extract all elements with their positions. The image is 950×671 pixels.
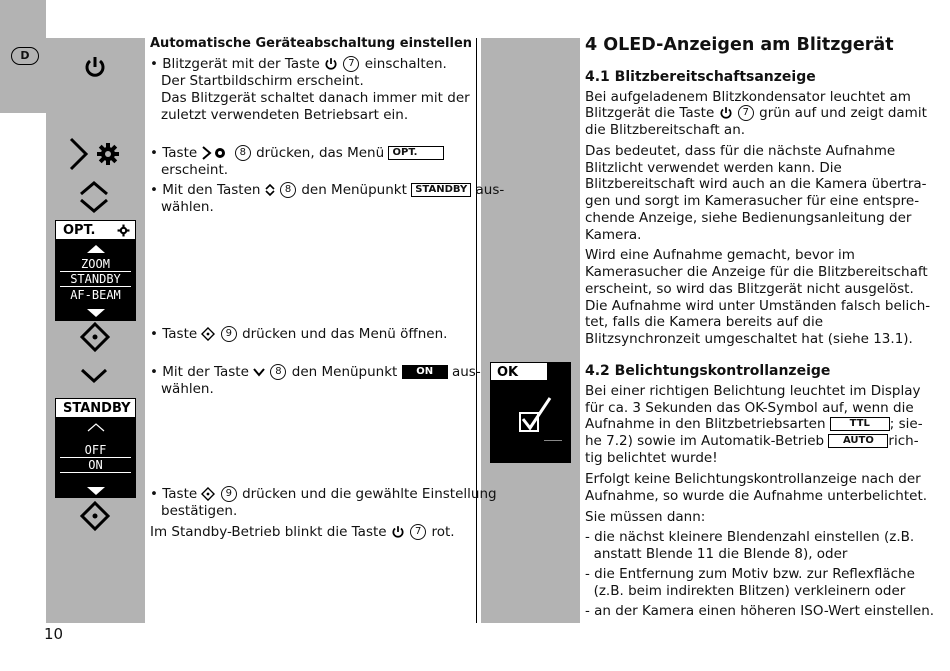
- lcd-title: OK: [490, 362, 548, 381]
- ref-number: 7: [738, 105, 754, 121]
- bullet-power-on: • Blitzgerät mit der Taste 7 einschalten.: [150, 56, 447, 72]
- chevron-down-icon: [80, 368, 108, 384]
- ref-number: 7: [343, 56, 359, 72]
- lcd-title: STANDBY: [55, 398, 136, 418]
- ref-number: 8: [270, 364, 286, 380]
- text-line: Wird eine Aufnahme gemacht, bevor im: [585, 247, 855, 263]
- text-line: Kamera.: [585, 227, 642, 243]
- up-down-chevron-icon: [78, 180, 110, 214]
- standby-note: Im Standby-Betrieb blinkt die Taste 7 rot.: [150, 524, 455, 540]
- ref-number: 8: [235, 145, 251, 161]
- ref-number: 9: [221, 486, 237, 502]
- text-line: Sie müssen dann:: [585, 509, 706, 525]
- lcd-arrow-up-icon: [87, 423, 105, 432]
- text-line: Kamerasucher die Anzeige für die Blitzbereitschaft: [585, 264, 928, 280]
- text-line: Das bedeutet, dass für die nächste Aufnahme: [585, 143, 896, 159]
- chevron-gear-icon: [201, 145, 229, 161]
- lcd-arrow-up-icon: [87, 245, 105, 253]
- text-line: zuletzt verwendeten Betriebsart ein.: [161, 107, 409, 123]
- dash-item: - die nächst kleinere Blendenzahl einstellen (z.B.: [585, 529, 915, 545]
- text-line: Die Aufnahme wird unter Umständen falsch belich-: [585, 298, 931, 314]
- middle-icon-column: [481, 38, 580, 623]
- section-heading: Automatische Geräteabschaltung einstellen: [150, 36, 473, 51]
- text-line: für ca. 3 Sekunden das OK-Symbol auf, wenn die: [585, 400, 914, 416]
- text-line: he 7.2) sowie im Automatik-Betrieb AUTO rich-: [585, 433, 919, 449]
- opt-menu-tag: OPT.: [388, 146, 444, 160]
- dash-item: anstatt Blende 11 die Blende 8), oder: [585, 546, 848, 562]
- lcd-gear-icon: [117, 224, 130, 237]
- bullet-select-standby: • Mit den Tasten 8 den Menüpunkt STANDBY aus-: [150, 182, 505, 198]
- text-line: erscheint, so wird das Blitzgerät nicht ausgelöst.: [585, 281, 914, 297]
- checkmark-icon: [518, 395, 554, 437]
- bullet-select-on: • Mit der Taste 8 den Menüpunkt ON aus-: [150, 364, 481, 380]
- page-number: 10: [44, 625, 64, 643]
- text-line: gen und sorgt im Kamerasucher für eine entspre-: [585, 193, 920, 209]
- dash-item: - an der Kamera einen höheren ISO-Wert einstellen.: [585, 603, 935, 619]
- power-icon: [324, 57, 338, 71]
- ref-number: 8: [280, 182, 296, 198]
- on-tag: ON: [402, 365, 448, 379]
- text-line: Das Blitzgerät schaltet danach immer mit der: [161, 90, 470, 106]
- text-line: tet, falls die Kamera bereits auf die: [585, 314, 824, 330]
- oled-display-standby-menu: [55, 398, 136, 498]
- text-line: die Blitzbereitschaft an.: [585, 122, 746, 138]
- up-down-chevron-icon: [265, 183, 275, 197]
- auto-tag: AUTO: [828, 434, 888, 448]
- text-line: chende Anzeige, siehe Bedienungsanleitung der: [585, 210, 912, 226]
- language-badge: D: [11, 47, 39, 65]
- text-line: Blitzsynchronzeit umgeschaltet hat (siehe 13.1).: [585, 331, 913, 347]
- text-line: Aufnahme in den Blitzbetriebsarten TTL ; sie-: [585, 416, 923, 432]
- lcd-item-selected: ON: [60, 457, 131, 473]
- text-line: bestätigen.: [161, 503, 238, 519]
- power-icon: [83, 55, 107, 79]
- section-title-4-2: 4.2 Belichtungskontrollanzeige: [585, 363, 831, 379]
- lcd-item: ZOOM: [81, 257, 110, 271]
- set-diamond-icon: [201, 487, 215, 501]
- lcd-title: OPT.: [55, 220, 136, 240]
- text-line: Aufnahme, so wurde die Aufnahme unterbelichtet.: [585, 488, 928, 504]
- bullet-open-submenu: • Taste 9 drücken und das Menü öffnen.: [150, 326, 448, 342]
- dash-item: - die Entfernung zum Motiv bzw. zur Reflexfläche: [585, 566, 915, 582]
- lcd-arrow-down-icon: [87, 309, 105, 317]
- text-line: wählen.: [161, 199, 214, 215]
- set-diamond-icon: [80, 501, 110, 531]
- gear-icon: [96, 142, 120, 166]
- ttl-tag: TTL: [830, 417, 890, 431]
- lcd-arrow-down-icon: [87, 487, 105, 495]
- oled-display-ok: [490, 362, 571, 463]
- bullet-open-menu: • Taste 8 drücken, das Menü OPT.: [150, 145, 444, 162]
- chapter-title: 4 OLED-Anzeigen am Blitzgerät: [585, 35, 894, 55]
- text-line: Erfolgt keine Belichtungskontrollanzeige nach der: [585, 471, 921, 487]
- text-line: Bei aufgeladenem Blitzkondensator leuchtet am: [585, 89, 911, 105]
- column-divider: [476, 38, 477, 623]
- text-line: Blitzbereitschaft wird auch an die Kamera übertra-: [585, 176, 927, 192]
- text-line: Blitzgerät die Taste 7 grün auf und zeigt damit: [585, 105, 927, 121]
- oled-display-opt-menu: [55, 220, 136, 321]
- dash-item: (z.B. beim indirekten Blitzen) verkleinern oder: [585, 583, 906, 599]
- lcd-item-selected: STANDBY: [60, 271, 131, 287]
- set-diamond-icon: [201, 327, 215, 341]
- power-icon: [719, 106, 733, 120]
- text-line: Bei einer richtigen Belichtung leuchtet im Display: [585, 383, 921, 399]
- set-diamond-icon: [80, 322, 110, 352]
- lcd-item: AF-BEAM: [70, 288, 121, 302]
- text-line: wählen.: [161, 381, 214, 397]
- section-title-4-1: 4.1 Blitzbereitschaftsanzeige: [585, 69, 816, 85]
- ref-number: 9: [221, 326, 237, 342]
- text-line: tig belichtet wurde!: [585, 450, 718, 466]
- power-icon: [391, 525, 405, 539]
- lcd-underline: [544, 440, 562, 441]
- chevron-down-icon: [253, 367, 265, 377]
- text-line: erscheint.: [161, 162, 229, 178]
- standby-tag: STANDBY: [411, 183, 471, 197]
- lcd-item: OFF: [84, 443, 107, 457]
- text-line: Der Startbildschirm erscheint.: [161, 73, 364, 89]
- chevron-right-icon: [68, 136, 90, 172]
- bullet-confirm: • Taste 9 drücken und die gewählte Einstellung: [150, 486, 497, 502]
- ref-number: 7: [410, 524, 426, 540]
- text-line: Blitzlicht verwendet werden kann. Die: [585, 160, 842, 176]
